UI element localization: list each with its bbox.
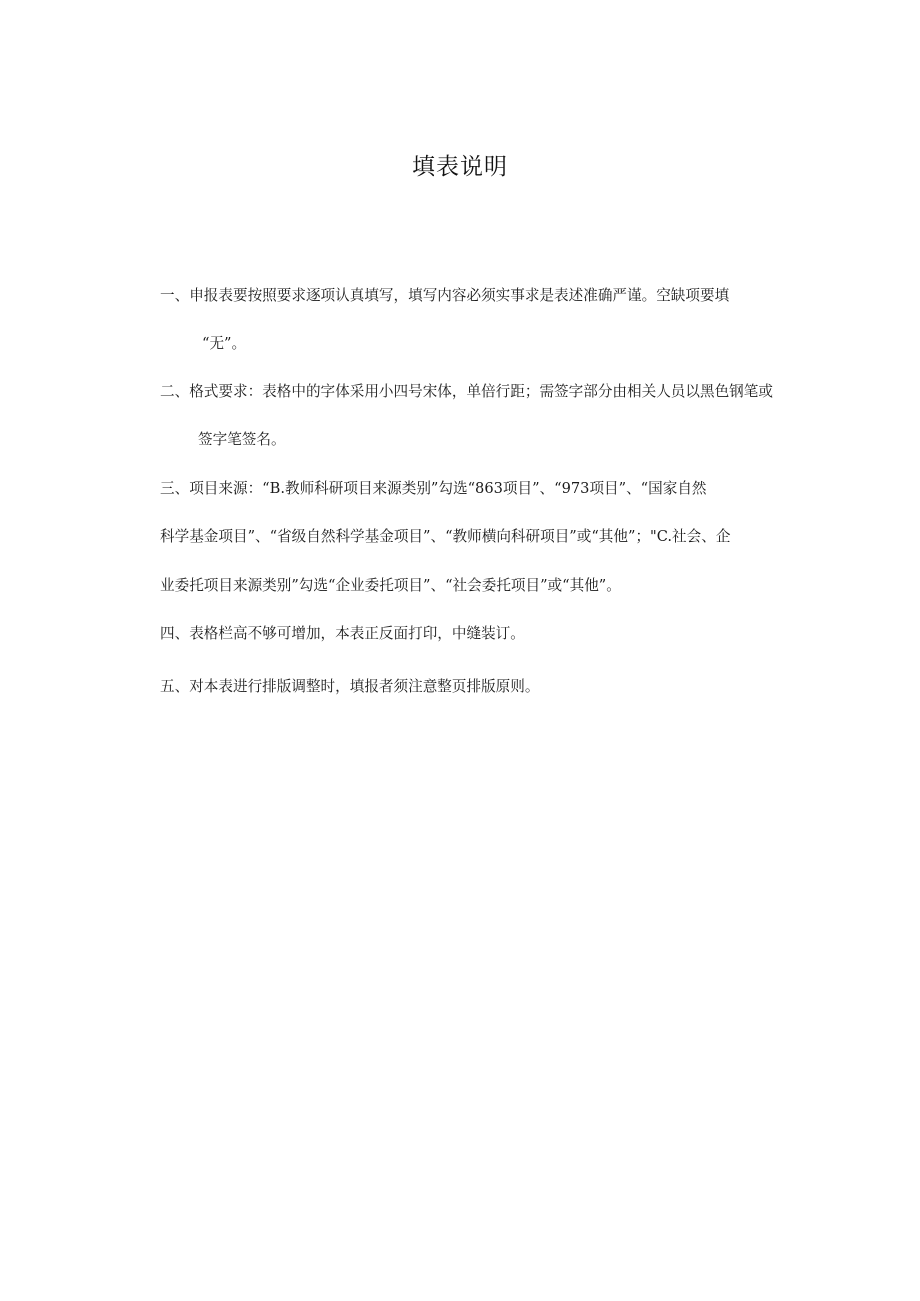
instruction-2-line-2: 签字笔签名。 [198,431,286,448]
instruction-5-line-1: 五、对本表进行排版调整时，填报者须注意整页排版原则。 [160,678,540,695]
instruction-3-line-3: 业委托项目来源类别”勾选“企业委托项目”、“社会委托项目”或“其他”。 [160,577,621,594]
instruction-3-line-2: 科学基金项目”、“省级自然科学基金项目”、“教师横向科研项目”或“其他”；"C.社会、企 [160,528,731,545]
instruction-1-line-1: 一、申报表要按照要求逐项认真填写，填写内容必须实事求是表述准确严谨。空缺项要填 [160,287,730,304]
page-title: 填表说明 [412,154,508,180]
instruction-1-line-2: “无”。 [202,335,247,352]
instruction-3-line-1: 三、项目来源：“B.教师科研项目来源类别”勾选“863项目”、“973项目”、“国家自然 [160,480,707,497]
instruction-4-line-1: 四、表格栏高不够可增加，本表正反面打印，中缝装订。 [160,625,525,642]
instruction-2-line-1: 二、格式要求：表格中的字体采用小四号宋体，单倍行距；需签字部分由相关人员以黑色钢笔或 [160,383,773,400]
